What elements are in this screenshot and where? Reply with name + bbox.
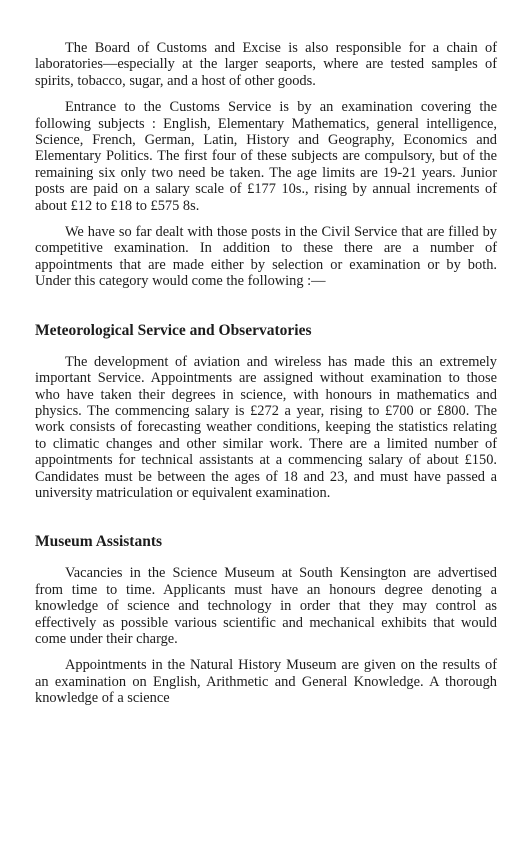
customs-laboratories-paragraph: The Board of Customs and Excise is also responsible for a chain of laboratories—especially at the larger seaports, where are tested samples of spirits, tobacco, sugar, and a host of other goods.	[35, 40, 497, 89]
selection-appointments-paragraph: We have so far dealt with those posts in the Civil Service that are filled by competitive examination. In addition to these there are a number of appointments that are made either by selection or examination or by both. Under this category would come the following :—	[35, 224, 497, 290]
meteorological-paragraph: The development of aviation and wireless has made this an extremely important Service. Appointments are assigned without examination to those who have taken their degrees in science, with honours in mathematics and physics. The commencing salary is £272 a year, rising to £700 or £800. The work consists of forecasting weather conditions, keeping the statistics relating to climatic changes and other similar work. There are a limited number of appointments for technical assistants at a commencing salary of about £150. Candidates must be between the ages of 18 and 23, and must have passed a university matriculation or equivalent examination.	[35, 353, 497, 501]
science-museum-paragraph: Vacancies in the Science Museum at South Kensington are advertised from time to time. Applicants must have an honours degree denoting a knowledge of science and technology in order that they may control as effectively as possible various scientific and mechanical exhibits that would come under their charge.	[35, 565, 497, 647]
meteorological-heading: Meteorological Service and Observatories	[35, 321, 312, 339]
natural-history-museum-paragraph: Appointments in the Natural History Museum are given on the results of an examination on English, Arithmetic and General Knowledge. A thorough knowledge of a science	[35, 657, 497, 707]
customs-entrance-paragraph: Entrance to the Customs Service is by an examination covering the following subjects : English, Elementary Mathematics, general intelligence, Science, French, German, Latin, History and Geography, Economics and Elementary Politics. The first four of these subjects are compulsory, but of the remaining six only two need be taken. The age limits are 19-21 years. Junior posts are paid on a salary scale of £177 10s., rising by annual increments of about £12 to £18 to £575 8s.	[35, 99, 497, 214]
museum-heading: Museum Assistants	[35, 533, 163, 551]
document-page	[35, 40, 497, 717]
